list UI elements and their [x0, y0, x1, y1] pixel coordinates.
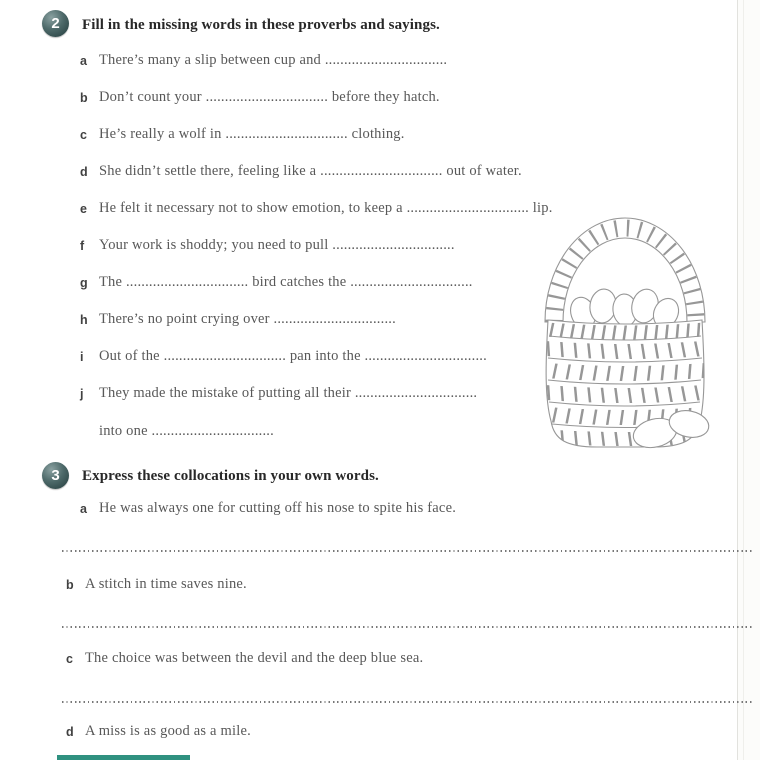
- item-letter: a: [80, 502, 87, 516]
- ex2-item-b: [0, 89, 760, 109]
- item-text: He was always one for cutting off his nose to spite his face.: [99, 500, 457, 516]
- ex2-item-d: [0, 163, 760, 183]
- item-text: There’s no point crying over ................................: [99, 311, 396, 327]
- item-letter: i: [80, 350, 84, 364]
- item-letter: g: [80, 276, 88, 290]
- item-letter: b: [80, 91, 88, 105]
- item-text: A stitch in time saves nine.: [85, 576, 247, 592]
- item-text: Your work is shoddy; you need to pull ................................: [99, 237, 455, 253]
- ex2-item-a: [0, 52, 760, 72]
- ex3-item-d: [0, 723, 760, 743]
- item-text: Don’t count your ................................ before they hatch.: [99, 89, 440, 105]
- item-letter: c: [80, 128, 87, 142]
- exercise-2-title: Fill in the missing words in these proverbs and sayings.: [82, 17, 440, 33]
- page-edge-margin: [738, 0, 760, 760]
- item-text: He felt it necessary not to show emotion, to keep a ................................ lip.: [99, 200, 553, 216]
- ex2-item-c: [0, 126, 760, 146]
- exercise-2-number: 2: [51, 15, 60, 32]
- item-letter: c: [66, 652, 73, 666]
- answer-line-1: [62, 550, 752, 552]
- ex3-item-a: [0, 500, 760, 520]
- exercise-2-badge: [42, 10, 69, 37]
- section-footer-bar: [57, 755, 190, 760]
- item-letter: d: [80, 165, 88, 179]
- answer-line-3: [62, 701, 752, 703]
- item-letter: b: [66, 578, 74, 592]
- item-text: into one ................................: [99, 423, 274, 439]
- item-text: She didn’t settle there, feeling like a ................................ out of water.: [99, 163, 522, 179]
- item-text: He’s really a wolf in ................................ clothing.: [99, 126, 405, 142]
- exercise-3-title: Express these collocations in your own words.: [82, 468, 379, 484]
- item-letter: j: [80, 387, 84, 401]
- item-letter: f: [80, 239, 85, 253]
- page-edge-line: [737, 0, 738, 760]
- item-text: Out of the ................................ pan into the ................................: [99, 348, 487, 364]
- item-text: A miss is as good as a mile.: [85, 723, 251, 739]
- item-letter: h: [80, 313, 88, 327]
- exercise-3-badge: [42, 462, 69, 489]
- item-text: There’s many a slip between cup and ................................: [99, 52, 448, 68]
- item-text: The ................................ bird catches the ................................: [99, 274, 473, 290]
- item-letter: e: [80, 202, 87, 216]
- ex3-item-b: [0, 576, 760, 596]
- page-edge-line-2: [743, 0, 744, 760]
- basket-of-eggs-illustration: [535, 216, 715, 454]
- item-letter: d: [66, 725, 74, 739]
- item-text: The choice was between the devil and the deep blue sea.: [85, 650, 424, 666]
- item-letter: a: [80, 54, 87, 68]
- ex3-item-c: [0, 650, 760, 670]
- item-text: They made the mistake of putting all their ................................: [99, 385, 478, 401]
- exercise-3-number: 3: [51, 467, 60, 484]
- answer-line-2: [62, 626, 752, 628]
